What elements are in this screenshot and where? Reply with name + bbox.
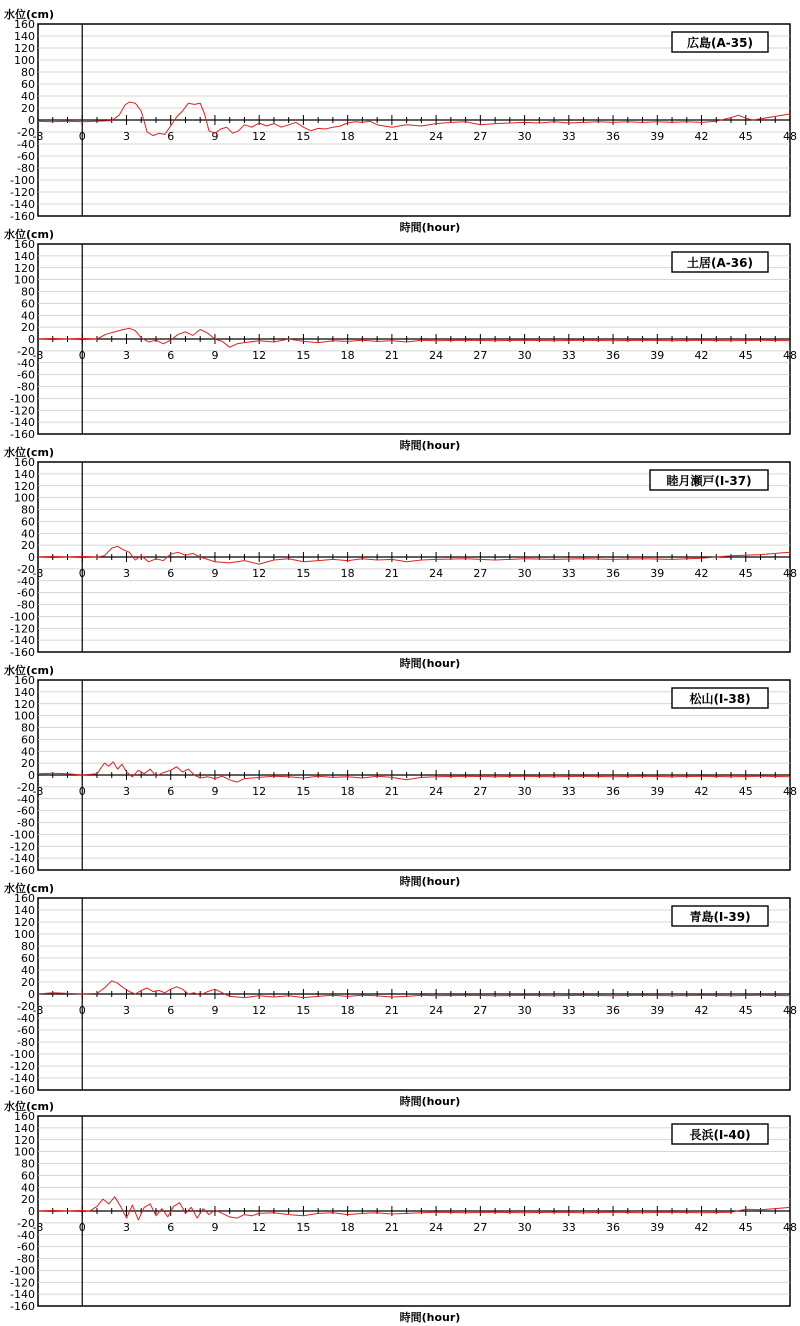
y-tick-label: 40 <box>21 527 35 541</box>
x-tick-label: 0 <box>78 785 86 798</box>
y-tick-label: 0 <box>28 769 35 782</box>
x-tick-label: 12 <box>252 1221 267 1234</box>
x-tick-label: 24 <box>429 567 444 580</box>
station-legend-label: 松山(I-38) <box>689 692 751 706</box>
y-tick-label: 120 <box>14 42 35 55</box>
y-tick-label: 120 <box>14 479 35 493</box>
y-tick-label: -60 <box>17 586 35 600</box>
x-tick-label: -3 <box>32 1004 44 1017</box>
y-tick-label: 100 <box>14 1145 35 1159</box>
x-tick-label: 9 <box>211 349 219 362</box>
y-tick-label: 80 <box>21 940 35 953</box>
x-tick-label: 9 <box>211 567 219 580</box>
y-tick-label: 120 <box>14 261 35 275</box>
y-tick-label: 0 <box>28 114 35 127</box>
x-tick-label: 21 <box>384 130 399 143</box>
y-tick-label: 100 <box>14 709 35 723</box>
y-tick-label: 40 <box>21 1181 35 1195</box>
x-tick-label: 33 <box>561 1221 576 1234</box>
x-tick-label: -3 <box>32 130 44 143</box>
y-tick-label: -80 <box>17 162 35 175</box>
station-legend-label: 広島(A-35) <box>687 36 753 50</box>
y-tick-label: -100 <box>10 1048 35 1061</box>
y-tick-label: -100 <box>10 174 35 187</box>
x-tick-label: 3 <box>122 567 130 580</box>
x-tick-label: 18 <box>340 1004 355 1017</box>
x-tick-label: 33 <box>561 785 576 798</box>
x-tick-label: 42 <box>694 1221 709 1234</box>
y-tick-label: -40 <box>17 1228 35 1242</box>
x-tick-label: 48 <box>783 567 797 580</box>
y-tick-label: -120 <box>10 622 35 636</box>
y-unit-label: 水位(cm) <box>4 882 55 895</box>
x-tick-label: 48 <box>783 1221 797 1234</box>
y-tick-label: -140 <box>10 1072 35 1085</box>
chart-panel-4 <box>4 663 797 888</box>
y-tick-label: 60 <box>21 733 35 747</box>
y-tick-label: -80 <box>17 1252 35 1266</box>
y-tick-label: -140 <box>10 634 35 648</box>
y-tick-label: -100 <box>10 610 35 624</box>
station-legend-label: 青島(I-39) <box>689 910 751 924</box>
x-tick-label: 30 <box>517 1004 532 1017</box>
x-tick-label: 27 <box>473 130 488 143</box>
y-tick-label: 0 <box>28 1205 35 1218</box>
y-tick-label: 140 <box>14 1121 35 1135</box>
y-tick-label: 160 <box>14 456 35 469</box>
x-tick-label: 36 <box>606 349 621 362</box>
x-tick-label: 48 <box>783 349 797 362</box>
chart-panel-6 <box>4 1099 797 1324</box>
x-tick-label: 18 <box>340 349 355 362</box>
y-tick-label: -60 <box>17 150 35 163</box>
y-tick-label: -20 <box>17 344 35 358</box>
x-tick-label: 9 <box>211 785 219 798</box>
x-tick-label: 36 <box>606 567 621 580</box>
y-tick-label: 120 <box>14 916 35 929</box>
y-tick-label: 20 <box>21 102 35 115</box>
x-tick-label: 21 <box>384 567 399 580</box>
x-axis-label: 時間(hour) <box>399 221 461 234</box>
y-tick-label: -80 <box>17 598 35 612</box>
y-tick-label: 140 <box>14 30 35 43</box>
x-tick-label: 18 <box>340 1221 355 1234</box>
station-legend-label: 長浜(I-40) <box>689 1128 751 1142</box>
x-tick-label: 15 <box>296 130 311 143</box>
y-tick-label: 0 <box>28 988 35 1001</box>
y-tick-label: 160 <box>14 674 35 687</box>
y-tick-label: 160 <box>14 18 35 31</box>
y-tick-label: -100 <box>10 1264 35 1278</box>
y-tick-label: -20 <box>17 126 35 139</box>
x-tick-label: 6 <box>167 785 175 798</box>
x-tick-label: 9 <box>211 130 219 143</box>
x-tick-label: 12 <box>252 349 267 362</box>
y-tick-label: -120 <box>10 1276 35 1290</box>
x-tick-label: 6 <box>167 567 175 580</box>
y-tick-label: -60 <box>17 1240 35 1254</box>
x-tick-label: 15 <box>296 1004 311 1017</box>
chart-panel-2 <box>4 227 797 452</box>
x-tick-label: 27 <box>473 1004 488 1017</box>
x-tick-label: 9 <box>211 1221 219 1234</box>
x-tick-label: 36 <box>606 130 621 143</box>
x-axis-label: 時間(hour) <box>399 1095 461 1108</box>
x-tick-label: 39 <box>650 130 665 143</box>
x-tick-label: 15 <box>296 567 311 580</box>
y-tick-label: 100 <box>14 273 35 287</box>
x-tick-label: -3 <box>32 785 44 798</box>
y-tick-label: 20 <box>21 976 35 989</box>
y-tick-label: -60 <box>17 368 35 382</box>
y-tick-label: 120 <box>14 697 35 711</box>
x-tick-label: 30 <box>517 785 532 798</box>
x-tick-label: 27 <box>473 349 488 362</box>
x-tick-label: 12 <box>252 785 267 798</box>
y-tick-label: 40 <box>21 309 35 323</box>
x-tick-label: -3 <box>32 1221 44 1234</box>
y-tick-label: -140 <box>10 198 35 211</box>
y-tick-label: 60 <box>21 1169 35 1183</box>
y-tick-label: -120 <box>10 840 35 854</box>
y-tick-label: 80 <box>21 66 35 79</box>
x-tick-label: 39 <box>650 785 665 798</box>
x-tick-label: 6 <box>167 1221 175 1234</box>
x-tick-label: 3 <box>122 785 130 798</box>
x-tick-label: 30 <box>517 130 532 143</box>
x-tick-label: 21 <box>384 349 399 362</box>
x-tick-label: 30 <box>517 567 532 580</box>
x-tick-label: 24 <box>429 1004 444 1017</box>
x-tick-label: 0 <box>78 349 86 362</box>
x-tick-label: 45 <box>738 785 753 798</box>
x-tick-label: 12 <box>252 1004 267 1017</box>
x-tick-label: 21 <box>384 785 399 798</box>
x-tick-label: 48 <box>783 1004 797 1017</box>
x-tick-label: 24 <box>429 785 444 798</box>
x-tick-label: 15 <box>296 1221 311 1234</box>
y-tick-label: 60 <box>21 78 35 91</box>
x-tick-label: 27 <box>473 785 488 798</box>
x-tick-label: 3 <box>122 349 130 362</box>
y-tick-label: -100 <box>10 392 35 406</box>
y-tick-label: 100 <box>14 928 35 941</box>
y-tick-label: 100 <box>14 491 35 505</box>
x-tick-label: 3 <box>122 1004 130 1017</box>
x-tick-label: 39 <box>650 567 665 580</box>
y-tick-label: -40 <box>17 1012 35 1025</box>
x-tick-label: 6 <box>167 1004 175 1017</box>
x-tick-label: 36 <box>606 1004 621 1017</box>
x-tick-label: -3 <box>32 567 44 580</box>
y-tick-label: 60 <box>21 952 35 965</box>
x-tick-label: 42 <box>694 567 709 580</box>
y-tick-label: 160 <box>14 892 35 905</box>
x-tick-label: 33 <box>561 567 576 580</box>
y-unit-label: 水位(cm) <box>4 228 55 241</box>
x-tick-label: 33 <box>561 349 576 362</box>
x-axis-label: 時間(hour) <box>399 1311 461 1324</box>
y-tick-label: 140 <box>14 249 35 263</box>
y-tick-label: 80 <box>21 721 35 735</box>
x-tick-label: 24 <box>429 1221 444 1234</box>
x-tick-label: 3 <box>122 130 130 143</box>
y-tick-label: -20 <box>17 1000 35 1013</box>
y-unit-label: 水位(cm) <box>4 664 55 677</box>
x-axis-label: 時間(hour) <box>399 439 461 452</box>
station-legend-label: 土居(A-36) <box>687 256 753 270</box>
y-tick-label: 80 <box>21 1157 35 1171</box>
y-tick-label: 40 <box>21 90 35 103</box>
y-tick-label: -80 <box>17 1036 35 1049</box>
x-tick-label: 21 <box>384 1221 399 1234</box>
y-tick-label: -160 <box>10 864 35 877</box>
y-tick-label: 20 <box>21 321 35 335</box>
x-tick-label: 30 <box>517 349 532 362</box>
y-tick-label: -160 <box>10 1300 35 1313</box>
y-tick-label: -40 <box>17 792 35 806</box>
y-tick-label: 140 <box>14 685 35 699</box>
x-tick-label: 45 <box>738 567 753 580</box>
y-tick-label: 160 <box>14 238 35 251</box>
x-tick-label: 45 <box>738 1221 753 1234</box>
y-tick-label: -60 <box>17 1024 35 1037</box>
chart-panel-5 <box>4 881 797 1108</box>
y-tick-label: -140 <box>10 1288 35 1302</box>
x-tick-label: 30 <box>517 1221 532 1234</box>
y-tick-label: 60 <box>21 297 35 311</box>
x-tick-label: 12 <box>252 567 267 580</box>
y-tick-label: 40 <box>21 964 35 977</box>
x-tick-label: 0 <box>78 1004 86 1017</box>
y-tick-label: -160 <box>10 646 35 659</box>
y-tick-label: -40 <box>17 138 35 151</box>
y-tick-label: 20 <box>21 757 35 771</box>
y-tick-label: -80 <box>17 816 35 830</box>
y-tick-label: -40 <box>17 356 35 370</box>
y-unit-label: 水位(cm) <box>4 8 55 21</box>
y-tick-label: -120 <box>10 1060 35 1073</box>
x-tick-label: 42 <box>694 1004 709 1017</box>
x-tick-label: 24 <box>429 130 444 143</box>
x-tick-label: 18 <box>340 785 355 798</box>
y-tick-label: -20 <box>17 562 35 576</box>
x-tick-label: 27 <box>473 567 488 580</box>
x-tick-label: 6 <box>167 349 175 362</box>
x-tick-label: 9 <box>211 1004 219 1017</box>
x-tick-label: 18 <box>340 567 355 580</box>
y-tick-label: 20 <box>21 539 35 553</box>
x-tick-label: 33 <box>561 130 576 143</box>
x-tick-label: 21 <box>384 1004 399 1017</box>
x-tick-label: 33 <box>561 1004 576 1017</box>
y-tick-label: -140 <box>10 416 35 430</box>
x-tick-label: 39 <box>650 1004 665 1017</box>
y-tick-label: 40 <box>21 745 35 759</box>
y-tick-label: -160 <box>10 1084 35 1097</box>
y-tick-label: -140 <box>10 852 35 866</box>
x-tick-label: 6 <box>167 130 175 143</box>
y-tick-label: -120 <box>10 186 35 199</box>
y-tick-label: -160 <box>10 428 35 441</box>
y-tick-label: 140 <box>14 904 35 917</box>
y-tick-label: -20 <box>17 1216 35 1230</box>
x-tick-label: 15 <box>296 785 311 798</box>
x-tick-label: 15 <box>296 349 311 362</box>
y-tick-label: 160 <box>14 1110 35 1123</box>
x-tick-label: 42 <box>694 785 709 798</box>
x-tick-label: 36 <box>606 785 621 798</box>
x-tick-label: 48 <box>783 130 797 143</box>
y-tick-label: 140 <box>14 467 35 481</box>
x-tick-label: 12 <box>252 130 267 143</box>
x-tick-label: 39 <box>650 1221 665 1234</box>
chart-panel-3 <box>4 445 797 670</box>
y-tick-label: -120 <box>10 404 35 418</box>
y-tick-label: -60 <box>17 804 35 818</box>
x-tick-label: -3 <box>32 349 44 362</box>
y-tick-label: -160 <box>10 210 35 223</box>
y-tick-label: -80 <box>17 380 35 394</box>
x-tick-label: 0 <box>78 567 86 580</box>
y-tick-label: 100 <box>14 54 35 67</box>
x-tick-label: 48 <box>783 785 797 798</box>
x-tick-label: 24 <box>429 349 444 362</box>
x-tick-label: 36 <box>606 1221 621 1234</box>
x-tick-label: 18 <box>340 130 355 143</box>
x-tick-label: 39 <box>650 349 665 362</box>
x-tick-label: 42 <box>694 349 709 362</box>
y-tick-label: 0 <box>28 551 35 564</box>
y-tick-label: 120 <box>14 1133 35 1147</box>
y-tick-label: 80 <box>21 285 35 299</box>
y-unit-label: 水位(cm) <box>4 1100 55 1113</box>
y-tick-label: 20 <box>21 1193 35 1207</box>
x-tick-label: 45 <box>738 349 753 362</box>
x-axis-label: 時間(hour) <box>399 657 461 670</box>
y-tick-label: 60 <box>21 515 35 529</box>
x-tick-label: 27 <box>473 1221 488 1234</box>
x-tick-label: 0 <box>78 130 86 143</box>
x-axis-label: 時間(hour) <box>399 875 461 888</box>
y-tick-label: 80 <box>21 503 35 517</box>
x-tick-label: 3 <box>122 1221 130 1234</box>
x-tick-label: 42 <box>694 130 709 143</box>
y-tick-label: 0 <box>28 333 35 346</box>
x-tick-label: 45 <box>738 130 753 143</box>
y-tick-label: -40 <box>17 574 35 588</box>
y-unit-label: 水位(cm) <box>4 446 55 459</box>
y-tick-label: -20 <box>17 780 35 794</box>
chart-panel-1 <box>4 7 797 234</box>
x-tick-label: 0 <box>78 1221 86 1234</box>
station-legend-label: 睦月瀬戸(I-37) <box>666 474 752 488</box>
x-tick-label: 45 <box>738 1004 753 1017</box>
y-tick-label: -100 <box>10 828 35 842</box>
